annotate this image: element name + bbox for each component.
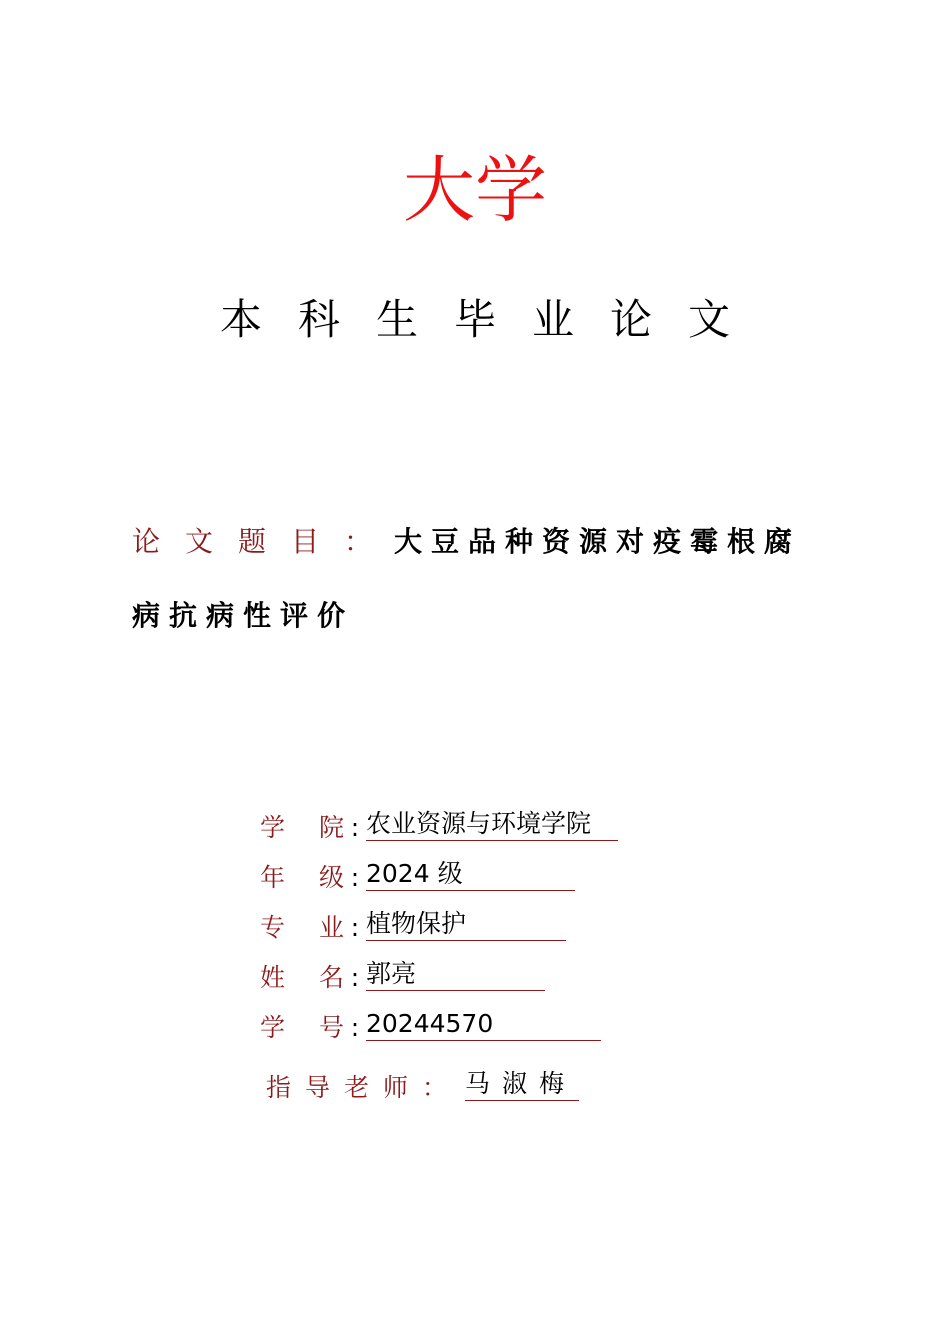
name-colon: : xyxy=(350,963,360,992)
name-label: 姓名 xyxy=(260,963,344,992)
info-row-student-id xyxy=(260,1008,601,1048)
major-colon: : xyxy=(350,913,360,942)
student-id-colon: : xyxy=(350,1013,360,1042)
thesis-title-label: 论文题目 xyxy=(132,525,345,558)
college-colon: : xyxy=(350,813,360,842)
college-label: 学院 xyxy=(260,813,344,842)
grade-label: 年级 xyxy=(260,863,344,892)
major-label: 专业 xyxy=(260,913,344,942)
info-row-name xyxy=(260,958,545,998)
info-row-grade xyxy=(260,858,575,898)
name-value: 郭亮 xyxy=(366,958,545,991)
info-row-college xyxy=(260,808,618,848)
thesis-title-text-2: 病抗病性评价 xyxy=(132,599,355,632)
info-row-advisor xyxy=(266,1068,579,1108)
info-row-major xyxy=(260,908,566,948)
thesis-title-text-1: 大豆品种资源对疫霉根腐 xyxy=(394,525,802,558)
university-name: 大学 xyxy=(402,148,547,232)
advisor-label: 指导老师： xyxy=(266,1073,462,1102)
advisor-value: 马淑梅 xyxy=(465,1068,579,1101)
grade-colon: : xyxy=(350,863,360,892)
thesis-title-line-1 xyxy=(132,520,842,564)
major-value: 植物保护 xyxy=(366,908,566,941)
college-value: 农业资源与环境学院 xyxy=(366,808,618,841)
grade-value: 2024 级 xyxy=(366,858,575,891)
student-id-value: 20244570 xyxy=(366,1008,601,1041)
thesis-title-colon: ： xyxy=(344,525,373,558)
student-id-label: 学号 xyxy=(260,1013,344,1042)
thesis-type-heading: 本科生毕业论文 xyxy=(219,295,766,344)
